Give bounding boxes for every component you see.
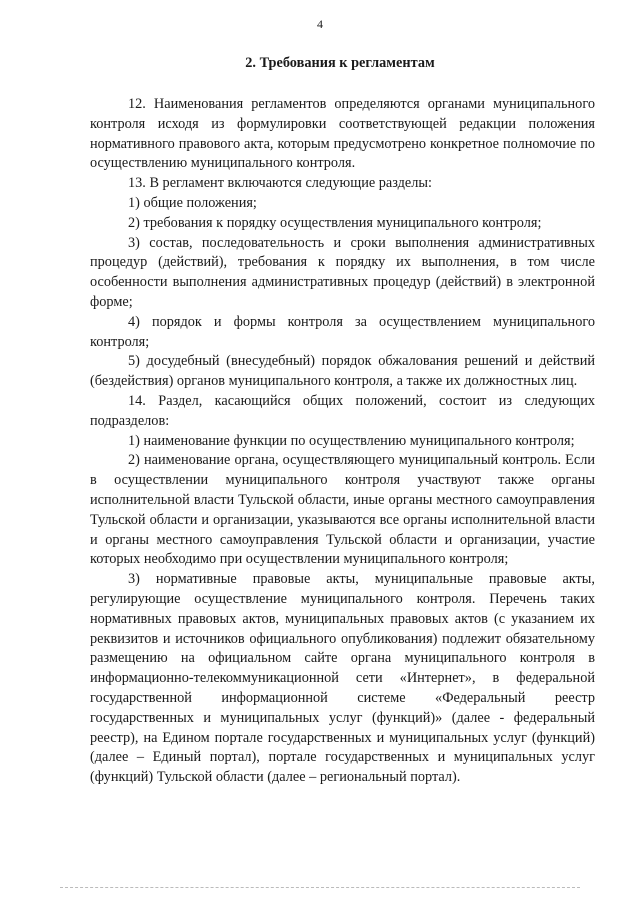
bottom-rule (60, 887, 580, 888)
list-item: 3) состав, последовательность и сроки выполнения административных процедур (действий), требования к порядку их выполнения, в том числе особенности выполнения административных процедур (действий) в электронной форме; (90, 234, 595, 310)
paragraph-12: 12. Наименования регламентов определяются органами муниципального контроля исходя из формулировки соответствующей редакции положения нормативного правового акта, которым предусмотрено конкретное полномочие по осуществлению муниципального контроля. (90, 96, 595, 172)
section-heading: 2. Требования к регламентам (245, 55, 435, 71)
paragraph-13: 13. В регламент включаются следующие разделы: (128, 175, 432, 192)
list-item: 2) требования к порядку осуществления муниципального контроля; (128, 214, 542, 231)
list-item: 5) досудебный (внесудебный) порядок обжалования решений и действий (бездействия) органов муниципального контроля, а также их должностных лиц. (90, 353, 595, 390)
list-item: 3) нормативные правовые акты, муниципальные правовые акты, регулирующие осуществление муниципального контроля. Перечень таких нормативных правовых актов, муниципальных правовых актов (с указанием их реквизитов и источников официального опубликования) подлежит обязательному размещению на официальном сайте органа муниципального контроля в информационно-телекоммуникационной сети «Интернет», в федеральной государственной информационной системе «Федеральный реестр государственных и муниципальных услуг (функций)» (далее - федеральный реестр), на Едином портале государственных и муниципальных услуг (функций) (далее – Единый портал), портале государственных и муниципальных услуг (функций) Тульской области (далее – региональный портал). (90, 571, 595, 786)
list-item: 4) порядок и формы контроля за осуществлением муниципального контроля; (90, 313, 595, 350)
page-number: 4 (317, 17, 323, 31)
paragraph-14: 14. Раздел, касающийся общих положений, состоит из следующих подразделов: (90, 392, 595, 429)
list-item: 1) наименование функции по осуществлению муниципального контроля; (128, 432, 575, 449)
list-item: 2) наименование органа, осуществляющего муниципальный контроль. Если в осуществлении муниципального контроля участвуют также органы исполнительной власти Тульской области, иные органы местного самоуправления Тульской области и организации, указываются все органы исполнительной власти и органы местного самоуправления Тульской области и организации, участие которых необходимо при осуществлении муниципального контроля; (90, 452, 595, 568)
list-item: 1) общие положения; (128, 194, 257, 211)
document-body (90, 95, 595, 788)
